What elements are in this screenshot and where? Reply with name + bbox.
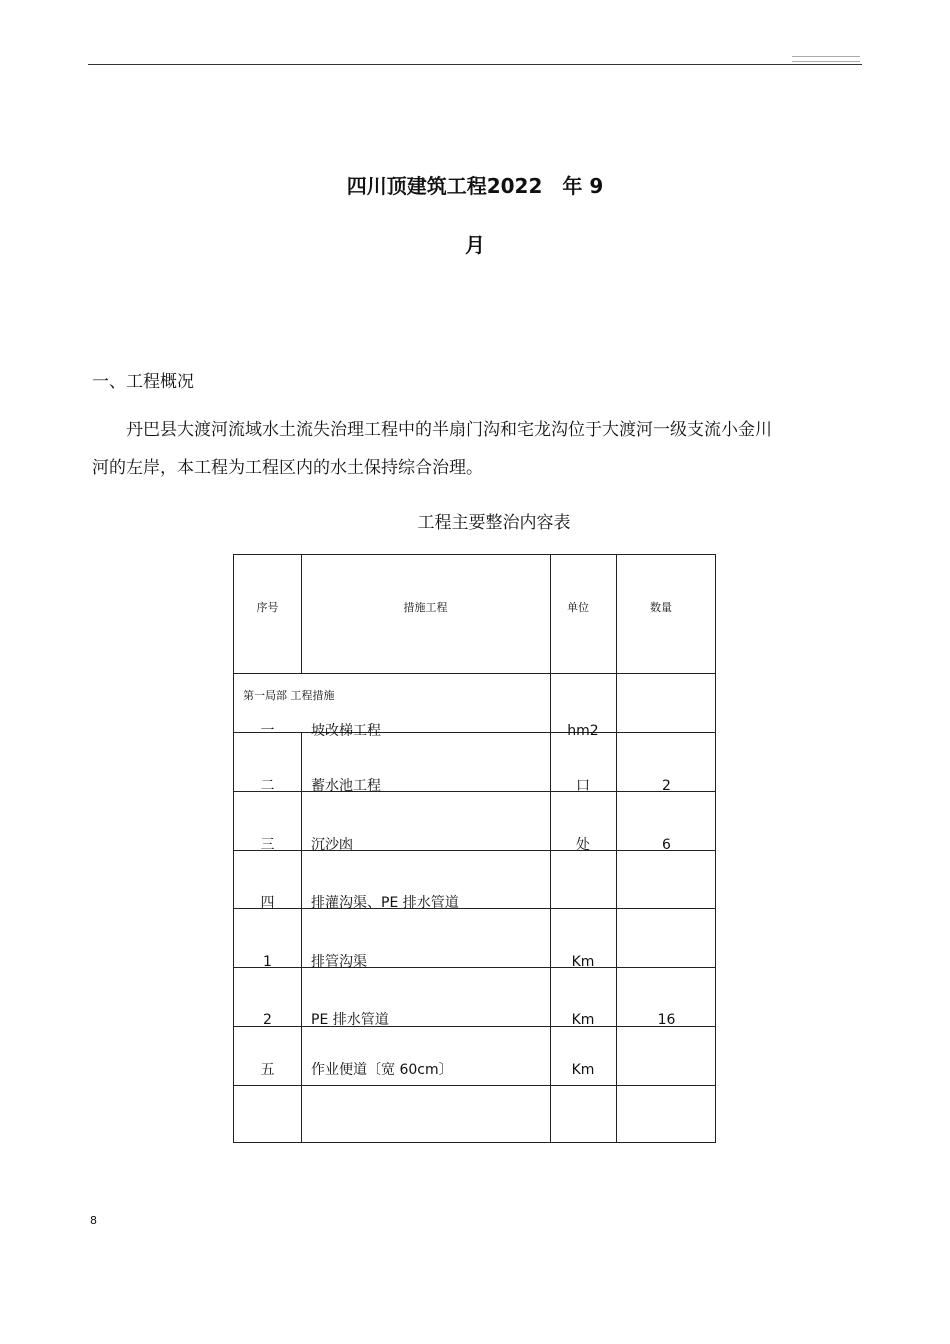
paragraph-line: 河的左岸，本工程为工程区内的水土保持综合治理。 [92, 458, 483, 478]
table-hline [234, 1085, 715, 1086]
document-title: 四川顶建筑工程2022 年 9 [346, 174, 604, 198]
header-rule [88, 64, 862, 65]
row-measure: 排灌沟渠、PE 排水管道 [311, 895, 459, 911]
row-unit: 处 [576, 837, 590, 853]
measures-table [233, 554, 716, 1143]
section-heading: 一、工程概况 [92, 372, 194, 392]
header-mark [792, 56, 860, 57]
header-quantity: 数量 [650, 601, 672, 614]
table-vline [301, 732, 302, 1143]
table-hline [234, 673, 715, 674]
row-measure: 作业便道〔宽 60cm〕 [311, 1062, 453, 1078]
row-seq: 1 [263, 954, 272, 970]
table-hline [234, 908, 715, 909]
row-unit: hm2 [567, 723, 599, 739]
row-measure: 排管沟渠 [311, 954, 367, 970]
row-seq: 五 [260, 1062, 275, 1078]
row-unit: Km [571, 954, 595, 970]
row-seq: 2 [263, 1012, 272, 1028]
row-measure: 坡改梯工程 [311, 723, 381, 739]
header-measure: 措施工程 [403, 601, 448, 614]
table-hline [234, 967, 715, 968]
row-quantity: 2 [662, 778, 671, 794]
group-title: 第一局部 工程措施 [243, 689, 335, 702]
row-seq: 一 [260, 723, 275, 739]
row-unit: Km [571, 1012, 595, 1028]
header-seq: 序号 [256, 601, 279, 614]
row-unit: Km [571, 1062, 595, 1078]
paragraph-line: 丹巴县大渡河流域水土流失治理工程中的半扇门沟和宅龙沟位于大渡河一级支流小金川 [92, 420, 772, 440]
row-seq: 三 [260, 837, 275, 853]
row-measure: PE 排水管道 [311, 1012, 389, 1028]
document-title-month: 月 [465, 233, 485, 257]
row-seq: 二 [260, 778, 275, 794]
row-unit: 口 [576, 778, 590, 794]
row-seq: 四 [260, 895, 275, 911]
row-measure: 蓄水池工程 [311, 778, 381, 794]
row-quantity: 6 [662, 837, 671, 853]
row-measure: 沉沙凼 [311, 837, 353, 853]
row-quantity: 16 [657, 1012, 676, 1028]
table-caption: 工程主要整治内容表 [417, 513, 571, 533]
header-unit: 单位 [567, 601, 589, 614]
table-hline [234, 732, 715, 733]
header-mark [792, 61, 860, 62]
page-number: 8 [90, 1214, 97, 1227]
